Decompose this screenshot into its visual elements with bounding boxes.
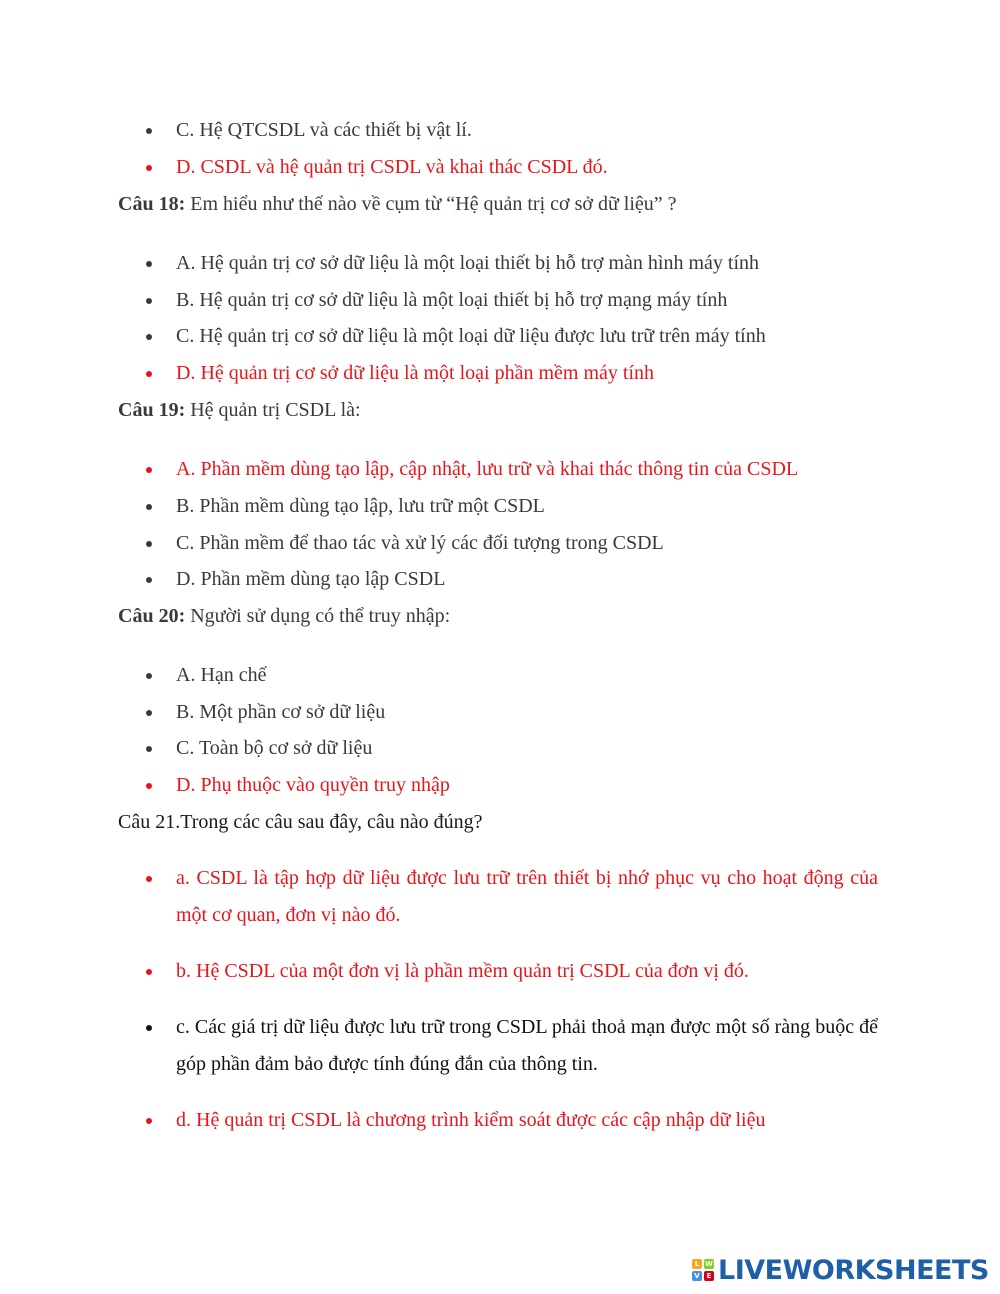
question-19 <box>118 398 361 422</box>
bullet <box>146 371 152 377</box>
bullet <box>146 673 152 679</box>
question-19-label: Câu 19: <box>118 399 186 421</box>
bullet <box>146 746 152 752</box>
bullet <box>146 1118 152 1124</box>
answer-option-21d: d. Hệ quản trị CSDL là chương trình kiểm soát được các cập nhập dữ liệu <box>176 1109 766 1131</box>
bullet <box>146 710 152 716</box>
answer-option-20d: D. Phụ thuộc vào quyền truy nhập <box>176 774 450 796</box>
answer-option-17d: D. CSDL và hệ quản trị CSDL và khai thác CSDL đó. <box>176 156 608 178</box>
logo-tile-l: L <box>692 1259 702 1269</box>
answer-option-18d: D. Hệ quản trị cơ sở dữ liệu là một loại phần mềm máy tính <box>176 362 655 384</box>
question-18 <box>118 192 677 216</box>
question-20 <box>118 604 450 628</box>
bullet <box>146 969 152 975</box>
bullet <box>146 783 152 789</box>
logo-tile-e: E <box>704 1271 714 1281</box>
question-18-text: Em hiểu như thế nào về cụm từ “Hệ quản trị cơ sở dữ liệu” ? <box>185 193 677 215</box>
bullet <box>146 334 152 340</box>
answer-option-18c: C. Hệ quản trị cơ sở dữ liệu là một loại dữ liệu được lưu trữ trên máy tính <box>176 325 766 347</box>
question-21: Câu 21.Trong các câu sau đây, câu nào đúng? <box>118 811 483 833</box>
liveworksheets-logo-icon <box>692 1259 714 1281</box>
answer-option-19c: C. Phần mềm để thao tác và xử lý các đối tượng trong CSDL <box>176 532 664 554</box>
bullet <box>146 1025 152 1031</box>
answer-option-20c: C. Toàn bộ cơ sở dữ liệu <box>176 737 373 759</box>
bullet <box>146 467 152 473</box>
bullet <box>146 298 152 304</box>
answer-option-19a: A. Phần mềm dùng tạo lập, cập nhật, lưu trữ và khai thác thông tin của CSDL <box>176 458 799 480</box>
answer-option-17c: C. Hệ QTCSDL và các thiết bị vật lí. <box>176 119 472 141</box>
answer-option-21a: a. CSDL là tập hợp dữ liệu được lưu trữ trên thiết bị nhớ phục vụ cho hoạt động của một cơ quan, đơn vị nào đó. <box>176 867 878 926</box>
liveworksheets-logo <box>692 1255 989 1285</box>
answer-option-20b: B. Một phần cơ sở dữ liệu <box>176 701 386 723</box>
bullet <box>146 577 152 583</box>
question-20-text: Người sử dụng có thể truy nhập: <box>185 605 451 627</box>
question-20-label: Câu 20: <box>118 605 186 627</box>
bullet <box>146 504 152 510</box>
liveworksheets-logo-text: LIVEWORKSHEETS <box>718 1254 989 1286</box>
answer-option-21c: c. Các giá trị dữ liệu được lưu trữ trong CSDL phải thoả mạn được một số ràng buộc để góp phần đảm bảo được tính đúng đắn của thông tin. <box>176 1016 878 1075</box>
answer-option-19b: B. Phần mềm dùng tạo lập, lưu trữ một CSDL <box>176 495 545 517</box>
bullet <box>146 165 152 171</box>
logo-tile-w: W <box>705 1260 713 1268</box>
answer-option-19d: D. Phần mềm dùng tạo lập CSDL <box>176 568 446 590</box>
bullet <box>146 128 152 134</box>
bullet <box>146 876 152 882</box>
answer-option-18b: B. Hệ quản trị cơ sở dữ liệu là một loại thiết bị hỗ trợ mạng máy tính <box>176 289 728 311</box>
bullet <box>146 261 152 267</box>
answer-option-18a: A. Hệ quản trị cơ sở dữ liệu là một loại thiết bị hỗ trợ màn hình máy tính <box>176 252 760 274</box>
answer-option-20a: A. Hạn chế <box>176 664 267 686</box>
question-19-text: Hệ quản trị CSDL là: <box>185 399 361 421</box>
question-18-label: Câu 18: <box>118 193 186 215</box>
answer-option-21b: b. Hệ CSDL của một đơn vị là phần mềm quản trị CSDL của đơn vị đó. <box>176 960 749 982</box>
bullet <box>146 541 152 547</box>
logo-tile-v: V <box>692 1271 702 1281</box>
